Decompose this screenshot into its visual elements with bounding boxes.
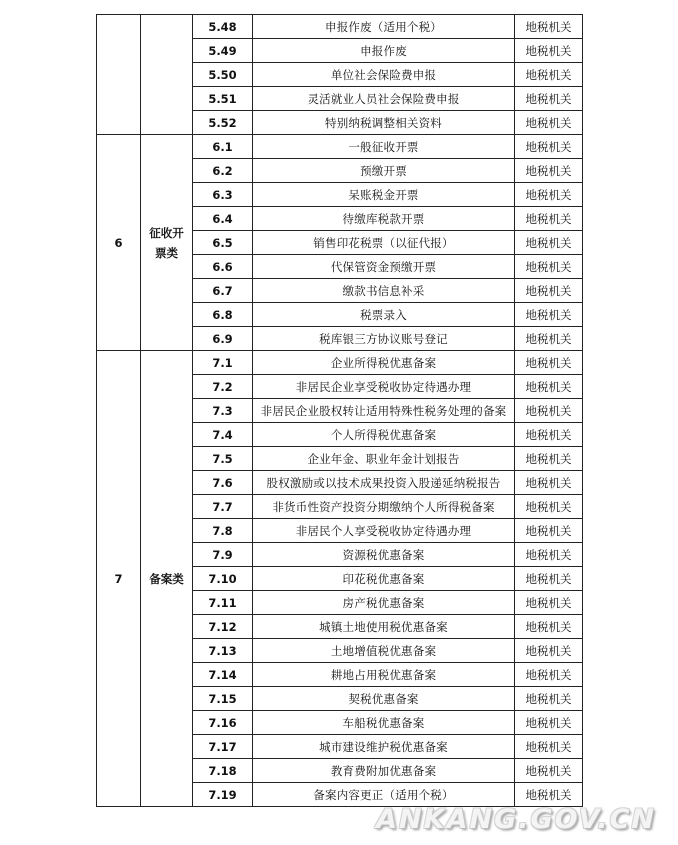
item-name: 代保管资金预缴开票 <box>253 255 515 279</box>
item-code: 5.50 <box>193 63 253 87</box>
handling-authority: 地税机关 <box>515 447 583 471</box>
item-code: 7.7 <box>193 495 253 519</box>
item-code: 7.5 <box>193 447 253 471</box>
handling-authority: 地税机关 <box>515 255 583 279</box>
handling-authority: 地税机关 <box>515 567 583 591</box>
handling-authority: 地税机关 <box>515 759 583 783</box>
handling-authority: 地税机关 <box>515 87 583 111</box>
handling-authority: 地税机关 <box>515 615 583 639</box>
item-name: 灵活就业人员社会保险费申报 <box>253 87 515 111</box>
handling-authority: 地税机关 <box>515 687 583 711</box>
item-name: 城镇土地使用税优惠备案 <box>253 615 515 639</box>
item-name: 税库银三方协议账号登记 <box>253 327 515 351</box>
item-code: 6.9 <box>193 327 253 351</box>
handling-authority: 地税机关 <box>515 39 583 63</box>
item-name: 预缴开票 <box>253 159 515 183</box>
item-name: 呆账税金开票 <box>253 183 515 207</box>
item-code: 6.6 <box>193 255 253 279</box>
item-code: 5.51 <box>193 87 253 111</box>
item-code: 7.3 <box>193 399 253 423</box>
item-code: 6.8 <box>193 303 253 327</box>
handling-authority: 地税机关 <box>515 375 583 399</box>
handling-authority: 地税机关 <box>515 183 583 207</box>
item-name: 非居民企业股权转让适用特殊性税务处理的备案 <box>253 399 515 423</box>
item-code: 7.19 <box>193 783 253 807</box>
handling-authority: 地税机关 <box>515 399 583 423</box>
handling-authority: 地税机关 <box>515 735 583 759</box>
item-name: 契税优惠备案 <box>253 687 515 711</box>
site-watermark: ANKANG.GOV.CN <box>376 804 656 835</box>
item-name: 单位社会保险费申报 <box>253 63 515 87</box>
handling-authority: 地税机关 <box>515 783 583 807</box>
item-name: 备案内容更正（适用个税） <box>253 783 515 807</box>
handling-authority: 地税机关 <box>515 711 583 735</box>
category-number: 7 <box>97 351 141 807</box>
category-name: 备案类 <box>141 351 193 807</box>
table-row <box>97 135 583 159</box>
item-name: 待缴库税款开票 <box>253 207 515 231</box>
item-code: 7.16 <box>193 711 253 735</box>
category-name-line: 征收开 <box>149 225 184 240</box>
handling-authority: 地税机关 <box>515 495 583 519</box>
category-number <box>97 15 141 135</box>
item-code: 7.15 <box>193 687 253 711</box>
handling-authority: 地税机关 <box>515 159 583 183</box>
item-code: 7.18 <box>193 759 253 783</box>
handling-authority: 地税机关 <box>515 351 583 375</box>
item-name: 非居民个人享受税收协定待遇办理 <box>253 519 515 543</box>
handling-authority: 地税机关 <box>515 111 583 135</box>
item-name: 税票录入 <box>253 303 515 327</box>
item-code: 5.52 <box>193 111 253 135</box>
tax-service-table <box>96 14 583 807</box>
item-code: 7.6 <box>193 471 253 495</box>
item-name: 申报作废（适用个税） <box>253 15 515 39</box>
item-code: 7.9 <box>193 543 253 567</box>
item-name: 个人所得税优惠备案 <box>253 423 515 447</box>
item-code: 6.3 <box>193 183 253 207</box>
item-code: 7.14 <box>193 663 253 687</box>
category-name <box>141 15 193 135</box>
handling-authority: 地税机关 <box>515 663 583 687</box>
handling-authority: 地税机关 <box>515 327 583 351</box>
category-name-line: 票类 <box>155 245 178 260</box>
item-code: 7.2 <box>193 375 253 399</box>
item-code: 7.13 <box>193 639 253 663</box>
handling-authority: 地税机关 <box>515 543 583 567</box>
handling-authority: 地税机关 <box>515 471 583 495</box>
item-name: 资源税优惠备案 <box>253 543 515 567</box>
item-code: 5.49 <box>193 39 253 63</box>
item-code: 7.11 <box>193 591 253 615</box>
item-name: 土地增值税优惠备案 <box>253 639 515 663</box>
handling-authority: 地税机关 <box>515 231 583 255</box>
item-code: 7.1 <box>193 351 253 375</box>
item-name: 房产税优惠备案 <box>253 591 515 615</box>
handling-authority: 地税机关 <box>515 519 583 543</box>
item-code: 6.4 <box>193 207 253 231</box>
item-name: 非居民企业享受税收协定待遇办理 <box>253 375 515 399</box>
item-code: 6.1 <box>193 135 253 159</box>
table-row <box>97 15 583 39</box>
item-name: 车船税优惠备案 <box>253 711 515 735</box>
handling-authority: 地税机关 <box>515 15 583 39</box>
item-name: 印花税优惠备案 <box>253 567 515 591</box>
handling-authority: 地税机关 <box>515 279 583 303</box>
handling-authority: 地税机关 <box>515 207 583 231</box>
handling-authority: 地税机关 <box>515 135 583 159</box>
item-code: 7.10 <box>193 567 253 591</box>
item-name: 城市建设维护税优惠备案 <box>253 735 515 759</box>
item-name: 耕地占用税优惠备案 <box>253 663 515 687</box>
item-code: 7.4 <box>193 423 253 447</box>
category-number: 6 <box>97 135 141 351</box>
item-name: 申报作废 <box>253 39 515 63</box>
table-row <box>97 351 583 375</box>
item-code: 5.48 <box>193 15 253 39</box>
item-name: 企业年金、职业年金计划报告 <box>253 447 515 471</box>
category-name <box>141 135 193 351</box>
item-code: 6.2 <box>193 159 253 183</box>
item-name: 非货币性资产投资分期缴纳个人所得税备案 <box>253 495 515 519</box>
item-name: 特别纳税调整相关资料 <box>253 111 515 135</box>
item-name: 销售印花税票（以征代报） <box>253 231 515 255</box>
handling-authority: 地税机关 <box>515 303 583 327</box>
item-code: 7.17 <box>193 735 253 759</box>
item-name: 缴款书信息补采 <box>253 279 515 303</box>
item-name: 企业所得税优惠备案 <box>253 351 515 375</box>
item-code: 7.8 <box>193 519 253 543</box>
handling-authority: 地税机关 <box>515 423 583 447</box>
handling-authority: 地税机关 <box>515 639 583 663</box>
item-code: 6.5 <box>193 231 253 255</box>
item-code: 7.12 <box>193 615 253 639</box>
item-name: 教育费附加优惠备案 <box>253 759 515 783</box>
handling-authority: 地税机关 <box>515 591 583 615</box>
item-code: 6.7 <box>193 279 253 303</box>
handling-authority: 地税机关 <box>515 63 583 87</box>
item-name: 股权激励或以技术成果投资入股递延纳税报告 <box>253 471 515 495</box>
item-name: 一般征收开票 <box>253 135 515 159</box>
